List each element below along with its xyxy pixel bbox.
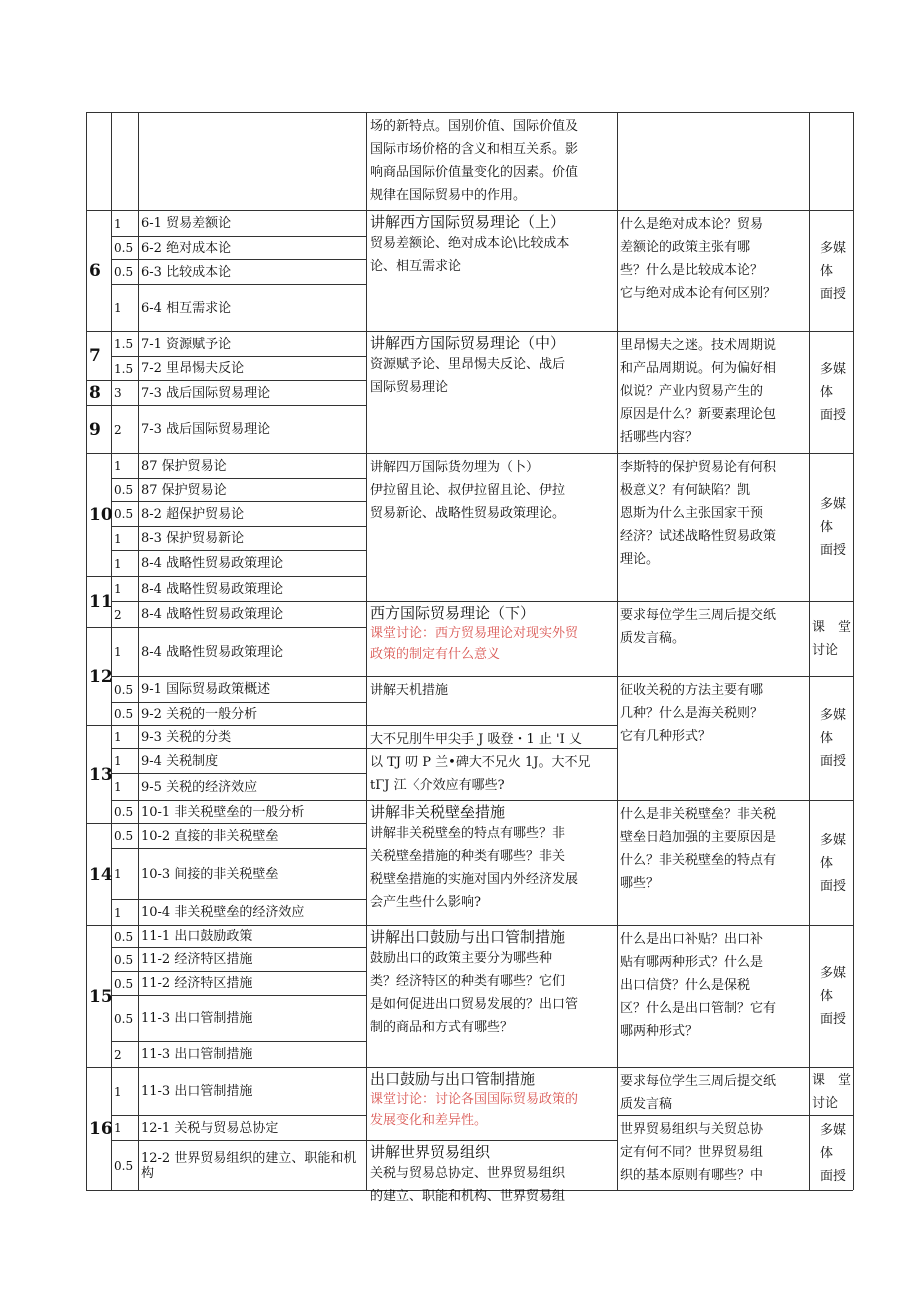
question-cell — [618, 1116, 809, 1190]
section-cell — [139, 260, 366, 284]
hours-cell — [112, 677, 138, 702]
hours-value: 1 — [114, 556, 122, 571]
section-cell — [139, 749, 366, 773]
question-line: 出口信贷？什么是保税 — [620, 978, 751, 993]
content-cell — [367, 926, 617, 1067]
question-line: 质发言稿 — [620, 1097, 673, 1112]
teaching-mode-line: 多媒 — [820, 240, 847, 256]
content-line: 贸易差额论、绝对成本论\比较成本 — [370, 236, 570, 251]
hours-value: 2 — [114, 607, 122, 622]
week-number: 11 — [89, 592, 113, 612]
content-title: 讲解非关税壁垒措施 — [370, 803, 506, 821]
week-number: 13 — [89, 764, 113, 785]
hours-cell — [112, 726, 138, 748]
content-line: 会产生些什么影响? — [370, 895, 481, 910]
question-line: 壁垒日趋加强的主要原因是 — [620, 830, 777, 845]
section-cell — [139, 1042, 366, 1067]
hours-value: 0.5 — [114, 1011, 134, 1026]
section-title: 8-4 战略性贸易政策理论 — [141, 644, 284, 660]
hours-value: 0.5 — [114, 805, 134, 819]
hours-cell — [112, 948, 138, 971]
content-cell — [367, 602, 617, 676]
question-cell — [618, 1068, 809, 1115]
section-cell — [139, 381, 366, 405]
teaching-mode-line: 体 — [820, 1145, 834, 1161]
hours-cell — [112, 1116, 138, 1140]
question-line: 什么？非关税壁垒的特点有 — [620, 853, 777, 868]
question-line: 区？什么是出口管制？它有 — [620, 1001, 777, 1016]
content-line: 鼓励出口的政策主要分为哪些种 — [370, 951, 553, 966]
hours-value: 0.5 — [114, 976, 134, 991]
question-line: 它与绝对成本论有何区别？ — [620, 286, 777, 301]
hours-value: 1 — [114, 730, 122, 744]
content-line: 讲解四万国际货勿埋为（卜） — [370, 460, 540, 475]
section-title: 7-3 战后国际贸易理论 — [141, 385, 271, 401]
section-title: 7-3 战后国际贸易理论 — [141, 422, 271, 437]
section-title: 11-2 经济特区措施 — [141, 976, 253, 991]
content-line: 伊拉留且论、叔伊拉留且论、伊拉 — [370, 483, 566, 498]
section-title: 8-3 保护贸易新论 — [141, 531, 245, 546]
section-title: 87 保护贸易论 — [141, 458, 227, 474]
hours-value: 0.5 — [114, 829, 134, 843]
question-line: 哪两种形式？ — [620, 1024, 699, 1039]
teaching-mode-line: 面授 — [820, 1168, 847, 1184]
section-title: 11-3 出口管制措施 — [141, 1084, 253, 1099]
content-cell — [367, 801, 617, 925]
hours-value: 1 — [114, 867, 122, 881]
teaching-mode-line: 多媒 — [820, 966, 847, 981]
section-title: 6-4 相互需求论 — [141, 300, 232, 316]
hours-value: 0.5 — [114, 1158, 134, 1173]
section-title: 8-4 战略性贸易政策理论 — [141, 556, 284, 571]
section-title: 87 保护贸易论 — [141, 482, 227, 498]
discussion-line: 政策的制定有什么意义 — [370, 647, 501, 662]
section-title: 7-1 资源赋予论 — [141, 336, 232, 352]
content-cell — [367, 1068, 617, 1140]
section-cell — [139, 577, 366, 601]
section-cell — [139, 801, 366, 823]
hours-value: 3 — [114, 386, 122, 400]
content-line: 的建立、职能和机构、世界贸易组 — [370, 1189, 566, 1204]
hours-cell — [112, 551, 138, 576]
section-title: 11-1 出口鼓励政策 — [141, 929, 253, 944]
question-cell — [618, 454, 809, 601]
hours-value: 0.5 — [114, 483, 134, 497]
section-title: 8-2 超保护贸易论 — [141, 506, 245, 522]
question-line: 里昂惕夫之迷。技术周期说 — [620, 338, 777, 353]
section-cell — [139, 479, 366, 501]
section-cell — [139, 406, 366, 453]
content-line: 讲解非关税壁垒的特点有哪些？非 — [370, 826, 566, 841]
content-title: 西方国际贸易理论（下） — [370, 604, 536, 622]
hours-cell — [112, 454, 138, 478]
section-cell — [139, 972, 366, 995]
teaching-mode-cell — [810, 602, 853, 676]
question-cell — [618, 602, 809, 676]
question-line: 极意义？有何缺陷？凯 — [620, 483, 751, 498]
hours-cell — [112, 502, 138, 526]
hours-cell — [112, 1042, 138, 1067]
hours-value: 0.5 — [114, 952, 134, 967]
section-title: 10-1 非关税壁垒的一般分析 — [141, 804, 305, 820]
hours-cell — [112, 774, 138, 800]
hours-value: 1 — [114, 905, 122, 920]
section-title: 8-4 战略性贸易政策理论 — [141, 607, 284, 622]
section-cell — [139, 628, 366, 676]
teaching-mode-line: 体 — [820, 385, 834, 400]
section-title: 12-2 世界贸易组织的建立、职能和机构 — [141, 1150, 357, 1181]
hours-cell — [112, 602, 138, 627]
teaching-mode-line: 面授 — [820, 408, 847, 423]
question-line: 和产品周期说。何为偏好相 — [620, 361, 777, 376]
section-title: 10-4 非关税壁垒的经济效应 — [141, 905, 305, 920]
teaching-mode-line: 讨论 — [812, 1095, 839, 1111]
week-number-cell — [87, 211, 111, 331]
section-title: 9-5 关税的经济效应 — [141, 779, 258, 795]
week-number-cell — [87, 1068, 111, 1190]
question-line: 括哪些内容？ — [620, 430, 699, 445]
hours-value: 1 — [114, 780, 122, 794]
section-cell — [139, 1068, 366, 1115]
content-line: 贸易新论、战略性贸易政策理论。 — [370, 506, 566, 521]
content-line: 是如何促进出口贸易发展的？出口管 — [370, 997, 579, 1012]
hours-cell — [112, 237, 138, 259]
question-line: 织的基本原则有哪些？中 — [620, 1168, 764, 1183]
question-line: 哪些？ — [620, 876, 660, 891]
hours-cell — [112, 285, 138, 331]
question-line: 什么是出口补贴？出口补 — [620, 932, 764, 947]
hours-value: 0.5 — [114, 707, 134, 721]
question-line: 贴有哪两种形式？什么是 — [620, 955, 764, 970]
discussion-line: 课堂讨论：讨论各国国际贸易政策的 — [370, 1092, 579, 1107]
content-line: 国际市场价格的含义和相互关系。影 — [370, 142, 579, 157]
discussion-line: 课堂讨论：西方贸易理论对现实外贸 — [370, 626, 579, 641]
section-cell — [139, 726, 366, 748]
hours-cell — [112, 824, 138, 848]
hours-cell — [112, 332, 138, 356]
hours-value: 0.5 — [114, 241, 134, 255]
hours-value: 0.5 — [114, 265, 134, 279]
content-cell — [367, 1141, 617, 1204]
content-cell — [367, 211, 617, 331]
section-title: 9-2 关税的一般分析 — [141, 706, 258, 722]
section-title: 8-4 战略性贸易政策理论 — [141, 581, 284, 597]
week-number-cell — [87, 454, 111, 576]
week-number: 16 — [89, 1119, 113, 1139]
section-cell — [139, 211, 366, 236]
hours-cell — [112, 211, 138, 236]
teaching-mode-line: 体 — [820, 520, 834, 535]
hours-cell — [112, 749, 138, 773]
content-line: 讲解天机措施 — [370, 683, 449, 698]
question-line: 世界贸易组织与关贸总协 — [620, 1122, 764, 1137]
hours-cell — [112, 479, 138, 501]
content-cell — [367, 332, 617, 453]
content-line: 关税壁垒措施的种类有哪些？非关 — [370, 849, 566, 864]
content-line: 制的商品和方式有哪些？ — [370, 1020, 514, 1035]
question-cell — [618, 677, 809, 800]
section-cell — [139, 285, 366, 331]
week-number-cell — [87, 577, 111, 627]
hours-value: 1 — [114, 645, 122, 659]
section-cell — [139, 948, 366, 971]
week-number-cell — [87, 824, 111, 925]
hours-cell — [112, 577, 138, 601]
hours-value: 1 — [114, 1121, 122, 1135]
hours-cell — [112, 926, 138, 947]
section-title: 11-3 出口管制措施 — [141, 1011, 253, 1026]
hours-cell — [112, 260, 138, 284]
hours-value: 2 — [114, 422, 122, 437]
question-line: 定有何不同？世界贸易组 — [620, 1145, 764, 1160]
section-title: 9-3 关税的分类 — [141, 729, 232, 745]
question-line: 什么是非关税壁垒？非关税 — [620, 807, 777, 822]
section-cell — [139, 703, 366, 725]
question-cell — [618, 926, 809, 1067]
content-line: 关税与贸易总协定、世界贸易组织 — [370, 1166, 566, 1181]
content-cell-continued — [367, 113, 617, 210]
hours-cell — [112, 1068, 138, 1115]
question-cell — [618, 211, 809, 331]
content-line: 响商品国际价值量变化的因素。价值 — [370, 165, 579, 180]
teaching-mode-line: 面授 — [820, 1012, 847, 1027]
question-line: 质发言稿。 — [620, 631, 686, 646]
teaching-mode-cell — [810, 211, 853, 331]
teaching-mode-line: 多媒 — [820, 1122, 847, 1138]
section-cell — [139, 774, 366, 800]
content-title: 出口鼓励与出口管制措施 — [370, 1070, 536, 1088]
section-title: 10-3 间接的非关税壁垒 — [141, 866, 279, 882]
hours-cell — [112, 357, 138, 380]
week-number: 8 — [89, 383, 101, 403]
teaching-mode-line: 面授 — [820, 543, 847, 558]
hours-value: 0.5 — [114, 682, 134, 697]
hours-cell — [112, 406, 138, 453]
section-title: 6-1 贸易差额论 — [141, 216, 232, 231]
section-cell — [139, 996, 366, 1041]
hours-cell — [112, 381, 138, 405]
section-title: 9-4 关税制度 — [141, 753, 219, 769]
hours-value: 0.5 — [114, 507, 134, 521]
section-cell — [139, 527, 366, 550]
hours-cell — [112, 996, 138, 1041]
week-number: 12 — [89, 666, 113, 687]
section-title: 7-2 里昂惕夫反论 — [141, 361, 245, 376]
teaching-mode-line: 体 — [820, 989, 834, 1004]
question-line: 它有几种形式？ — [620, 729, 712, 744]
teaching-mode-line: 课 堂 — [812, 620, 852, 635]
hours-value: 1 — [114, 1084, 122, 1099]
section-title: 12-1 关税与贸易总协定 — [141, 1120, 279, 1136]
hours-value: 1 — [114, 582, 122, 596]
section-cell — [139, 1116, 366, 1140]
hours-value: 1 — [114, 459, 122, 473]
section-title: 11-3 出口管制措施 — [141, 1047, 253, 1062]
section-cell — [139, 677, 366, 702]
section-cell — [139, 824, 366, 848]
hours-value: 1.5 — [114, 361, 134, 376]
content-line: tΓJ 江〈介效应有哪些? — [370, 778, 505, 793]
section-title: 9-1 国际贸易政策概述 — [141, 682, 271, 697]
question-line: 原因是什么？新要素理论包 — [620, 407, 777, 422]
week-number-cell — [87, 926, 111, 1067]
content-line: 论、相互需求论 — [370, 259, 462, 274]
content-line: 税壁垒措施的实施对国内外经济发展 — [370, 872, 579, 887]
content-line: 国际贸易理论 — [370, 380, 449, 395]
content-line: 场的新特点。国别价值、国际价值及 — [370, 119, 579, 134]
content-line: 大不兄刖牛甲尖手 J 吸登・1 止 'I 乂 — [370, 732, 582, 747]
question-line: 理论。 — [620, 552, 660, 567]
content-cell — [367, 454, 617, 601]
content-line: 类？经济特区的种类有哪些？它们 — [370, 974, 566, 989]
section-cell — [139, 900, 366, 925]
discussion-line: 发展变化和差异性。 — [370, 1113, 488, 1128]
teaching-mode-line: 面授 — [820, 286, 847, 302]
content-title: 讲解西方国际贸易理论（中） — [370, 334, 566, 352]
question-line: 差额论的政策主张有哪 — [620, 240, 751, 255]
teaching-mode-cell — [810, 454, 853, 601]
section-cell — [139, 237, 366, 259]
content-cell — [367, 677, 617, 725]
week-number: 14 — [89, 864, 113, 885]
content-line: 资源赋予论、里昂惕夫反论、战后 — [370, 357, 566, 372]
teaching-mode-cell — [810, 1068, 853, 1115]
question-line: 要求每位学生三周后提交纸 — [620, 608, 777, 623]
teaching-mode-cell — [810, 677, 853, 800]
hours-cell — [112, 1141, 138, 1190]
teaching-mode-line: 体 — [820, 855, 834, 871]
hours-value: 1 — [114, 531, 122, 546]
hours-cell — [112, 527, 138, 550]
content-title: 讲解西方国际贸易理论（上） — [370, 213, 566, 231]
teaching-mode-line: 多媒 — [820, 362, 847, 377]
teaching-mode-cell — [810, 332, 853, 453]
question-line: 要求每位学生三周后提交纸 — [620, 1074, 777, 1089]
question-cell — [618, 801, 809, 925]
section-cell — [139, 454, 366, 478]
section-cell — [139, 602, 366, 627]
question-cell — [618, 332, 809, 453]
teaching-mode-line: 体 — [820, 263, 834, 279]
teaching-mode-line: 面授 — [820, 878, 847, 894]
section-cell — [139, 357, 366, 380]
section-cell — [139, 551, 366, 576]
section-cell — [139, 1141, 366, 1190]
question-line: 经济？试述战略性贸易政策 — [620, 529, 777, 544]
question-line: 恩斯为什么主张国家干预 — [620, 506, 764, 521]
section-cell — [139, 502, 366, 526]
week-number-cell — [87, 406, 111, 453]
week-number: 10 — [89, 505, 113, 525]
hours-cell — [112, 703, 138, 725]
section-title: 6-2 绝对成本论 — [141, 240, 232, 256]
question-line: 些？什么是比较成本论？ — [620, 263, 764, 278]
teaching-mode-line: 课 堂 — [812, 1072, 852, 1088]
week-number: 7 — [89, 346, 101, 366]
teaching-mode-line: 多媒 — [820, 708, 847, 723]
teaching-mode-line: 体 — [820, 731, 834, 746]
week-number: 9 — [89, 419, 101, 440]
hours-value: 1 — [114, 301, 122, 315]
section-title: 11-2 经济特区措施 — [141, 952, 253, 967]
section-title: 6-3 比较成本论 — [141, 264, 232, 280]
content-line: 规律在国际贸易中的作用。 — [370, 188, 527, 203]
hours-value: 0.5 — [114, 929, 134, 944]
week-number-cell — [87, 628, 111, 725]
week-number: 6 — [89, 261, 101, 281]
section-title: 10-2 直接的非关税壁垒 — [141, 828, 279, 844]
content-cell — [367, 726, 617, 748]
teaching-mode-cell — [810, 926, 853, 1067]
hours-value: 1.5 — [114, 337, 134, 351]
teaching-mode-line: 多媒 — [820, 497, 847, 512]
week-number-cell — [87, 381, 111, 405]
hours-value: 1 — [114, 754, 122, 768]
section-cell — [139, 849, 366, 899]
teaching-mode-line: 讨论 — [812, 643, 839, 658]
teaching-mode-line: 面授 — [820, 754, 847, 769]
content-cell — [367, 749, 617, 800]
content-title: 讲解出口鼓励与出口管制措施 — [370, 928, 566, 946]
teaching-mode-cell — [810, 1116, 853, 1190]
question-line: 征收关税的方法主要有哪 — [620, 683, 764, 698]
section-cell — [139, 332, 366, 356]
question-line: 李斯特的保护贸易论有何积 — [620, 460, 777, 475]
question-line: 什么是绝对成本论？贸易 — [620, 217, 764, 232]
hours-cell — [112, 972, 138, 995]
week-number-cell — [87, 332, 111, 380]
hours-cell — [112, 849, 138, 899]
question-line: 几种？什么是海关税则？ — [620, 706, 764, 721]
teaching-mode-cell — [810, 801, 853, 925]
hours-value: 2 — [114, 1047, 122, 1062]
content-title: 讲解世界贸易组织 — [370, 1143, 491, 1161]
hours-cell — [112, 801, 138, 823]
section-cell — [139, 926, 366, 947]
week-number-cell — [87, 726, 111, 823]
hours-cell — [112, 628, 138, 676]
question-line: 似说？产业内贸易产生的 — [620, 384, 764, 399]
hours-value: 1 — [114, 216, 122, 231]
content-line: 以 TJ 叨 P 兰•碑大不兄火 1J。大不兄 — [370, 755, 591, 770]
teaching-mode-line: 多媒 — [820, 832, 847, 848]
week-number: 15 — [89, 986, 113, 1007]
hours-cell — [112, 900, 138, 925]
